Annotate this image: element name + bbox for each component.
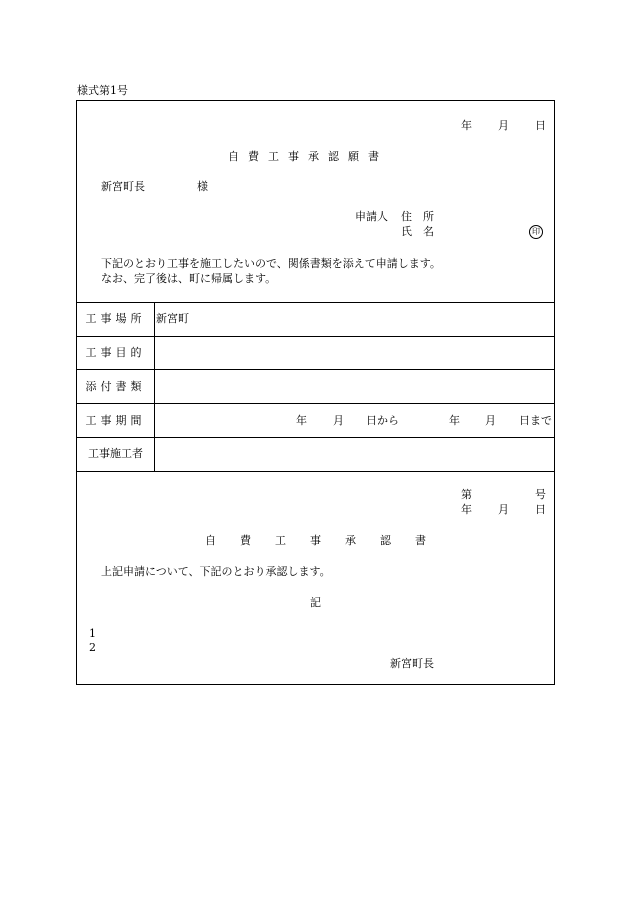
row-divider [77,336,554,337]
table-top-line [77,302,554,303]
period-end-year: 年 [449,414,460,427]
application-body-line-2: なお、完了後は、町に帰属します。 [101,272,277,285]
application-title: 自費工事承認願書 [228,150,388,163]
row-label-period: 工事期間 [85,414,146,427]
row-value-site: 新宮町 [156,312,189,325]
row-label-site: 工事場所 [85,312,146,325]
approval-item-2: 2 [89,641,96,654]
period-start-year: 年 [296,414,307,427]
period-start-day: 日から [366,414,399,427]
application-date-day: 日 [535,119,546,132]
row-label-contractor: 工事施工者 [88,447,143,460]
form-number: 様式第1号 [77,84,128,97]
row-label-documents: 添付書類 [85,380,146,393]
table-bottom-line [77,471,554,472]
approval-item-1: 1 [89,627,96,640]
approval-date-year: 年 [461,503,472,516]
approval-ki: 記 [310,596,321,609]
application-body-line-1: 下記のとおり工事を施工したいので、関係書類を添えて申請します。 [101,257,441,270]
applicant-address-label: 住 所 [401,210,434,223]
approval-body: 上記申請について、下記のとおり承認します。 [101,565,331,578]
approval-number-prefix: 第 [461,488,472,501]
row-label-purpose: 工事目的 [85,346,146,359]
row-divider [77,403,554,404]
period-end-day: 日まで [519,414,552,427]
label-column-divider [154,302,155,471]
approval-title: 自費工事承認書 [205,534,450,547]
applicant-label: 申請人 [355,210,388,223]
row-divider [77,369,554,370]
approval-number-suffix: 号 [535,488,546,501]
approval-date-day: 日 [535,503,546,516]
period-end-month: 月 [485,414,496,427]
application-date-month: 月 [498,119,509,132]
addressee-name: 新宮町長 [101,180,145,193]
addressee-honorific: 様 [197,180,208,193]
period-start-month: 月 [333,414,344,427]
approval-issuer: 新宮町長 [390,657,434,670]
seal-mark-icon: 印 [529,225,543,239]
approval-date-month: 月 [498,503,509,516]
row-divider [77,437,554,438]
applicant-name-label: 氏 名 [401,225,434,238]
application-date-year: 年 [461,119,472,132]
